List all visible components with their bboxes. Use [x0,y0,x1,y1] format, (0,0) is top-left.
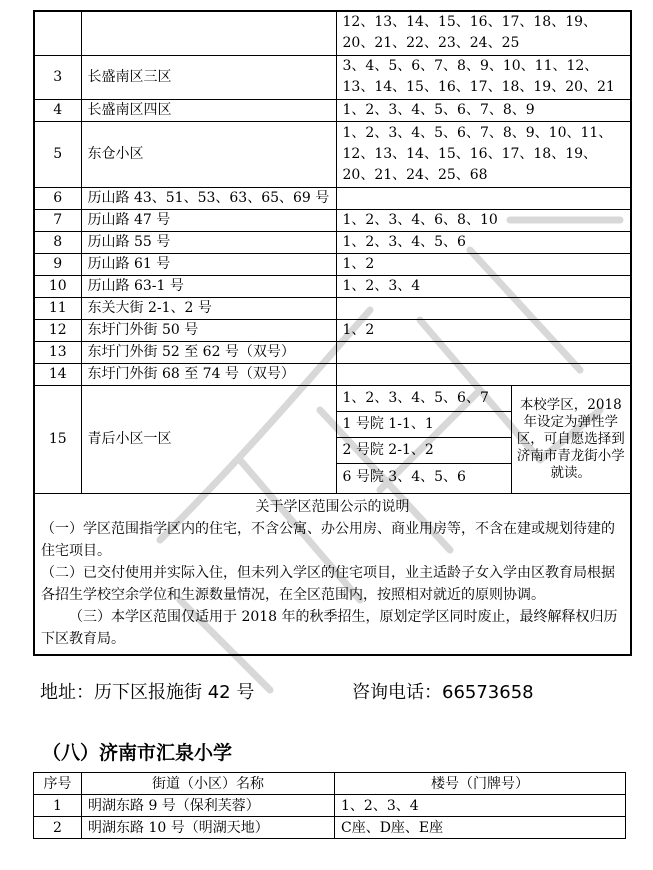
school-district-table [33,10,632,656]
table-row [34,341,631,363]
row-number: 5 [34,121,81,187]
row-number [34,11,81,55]
row-number: 8 [34,231,81,253]
flexible-district-note: 本校学区，2018 年设定为弹性学区，可自愿选择到济南市青龙街小学就读。 [511,385,631,493]
row-number: 7 [34,209,81,231]
building-numbers: C座、D座、E座 [335,817,626,839]
street-name: 明湖东路 10 号（明湖天地） [82,817,335,839]
notes-paragraph: （三）本学区范围仅适用于 2018 年的秋季招生，原划定学区同时废止，最终解释权归历下区教育局。 [41,608,618,647]
notes-paragraph: （一）学区范围指学区内的住宅，不含公寓、办公用房、商业用房等，不含在建或规划待建的住宅项目。 [41,520,615,559]
address-text: 地址：历下区报施街 42 号 [40,682,255,703]
table-row [34,11,631,55]
table-row [34,187,631,209]
building-subrow: 1、2、3、4、5、6、7 [337,386,511,412]
building-numbers: 1、2、3、4、6、8、10 [336,209,631,231]
row-number: 1 [34,795,82,817]
building-subrow: 2 号院 2-1、2 [337,438,511,464]
row-number: 11 [34,297,81,319]
table-row [34,253,631,275]
huiquan-school-table [33,772,626,839]
row-number: 10 [34,275,81,297]
building-numbers [336,297,631,319]
building-numbers: 1、2、3、4 [336,275,631,297]
table-row [34,817,626,839]
street-name: 东圩门外街 52 至 62 号（双号） [81,341,336,363]
table-row [34,209,631,231]
table-row [34,363,631,385]
table-row [34,319,631,341]
notes-row [34,493,631,655]
table-row [34,231,631,253]
street-name: 历山路 55 号 [81,231,336,253]
building-numbers: 12、13、14、15、16、17、18、19、20、21、22、23、24、25 [336,11,631,55]
header-cell: 街道（小区）名称 [82,773,335,795]
building-numbers: 1、2、3、4 [335,795,626,817]
row-number: 12 [34,319,81,341]
street-name: 历山路 61 号 [81,253,336,275]
street-name: 东关大街 2-1、2 号 [81,297,336,319]
row-number: 15 [34,385,81,493]
building-numbers: 1、2 [336,253,631,275]
street-name: 长盛南区四区 [81,99,336,121]
table-row [34,55,631,99]
header-cell: 序号 [34,773,82,795]
notes-cell [34,493,631,655]
street-name: 青后小区一区 [81,385,336,493]
street-name: 历山路 47 号 [81,209,336,231]
street-name [81,11,336,55]
phone-text: 咨询电话：66573658 [352,682,534,703]
building-numbers [336,187,631,209]
building-subrow: 1 号院 1-1、1 [337,412,511,438]
table-row [34,297,631,319]
building-numbers: 1、2 [336,319,631,341]
building-numbers: 1、2、3、4、5、6 [336,231,631,253]
table-header-row [34,773,626,795]
building-numbers: 1、2、3、4、5、6、7、8、9 [336,99,631,121]
building-subrows [336,385,511,493]
building-numbers [336,341,631,363]
street-name: 长盛南区三区 [81,55,336,99]
street-name: 历山路 63-1 号 [81,275,336,297]
row-number: 3 [34,55,81,99]
street-name: 东圩门外街 50 号 [81,319,336,341]
row-number: 14 [34,363,81,385]
table-row [34,121,631,187]
table-row [34,275,631,297]
row-number: 6 [34,187,81,209]
row-number: 4 [34,99,81,121]
building-numbers: 3、4、5、6、7、8、9、10、11、12、13、14、15、16、17、18、19、20、21 [336,55,631,99]
row-number: 13 [34,341,81,363]
notes-paragraph: （二）已交付使用并实际入住，但未列入学区的住宅项目，业主适龄子女入学由区教育局根据各招生学校空余学位和生源数量情况，在全区范围内，按照相对就近的原则协调。 [41,564,615,603]
section-title: （八）济南市汇泉小学 [42,742,233,764]
street-name: 明湖东路 9 号（保利芙蓉） [82,795,335,817]
row-number: 9 [34,253,81,275]
street-name: 东仓小区 [81,121,336,187]
street-name: 东圩门外街 68 至 74 号（双号） [81,363,336,385]
building-numbers: 1、2、3、4、5、6、7、8、9、10、11、12、13、14、15、16、17、18、19、20、21、24、25、68 [336,121,631,187]
table-row [34,99,631,121]
building-subrow: 6 号院 3、4、5、6 [342,468,466,485]
street-name: 历山路 43、51、53、63、65、69 号 [81,187,336,209]
table-row [34,795,626,817]
row-number: 2 [34,817,82,839]
header-cell: 楼号（门牌号） [335,773,626,795]
building-numbers [336,363,631,385]
table-row-15 [34,385,631,493]
notes-title: 关于学区范围公示的说明 [255,498,410,515]
